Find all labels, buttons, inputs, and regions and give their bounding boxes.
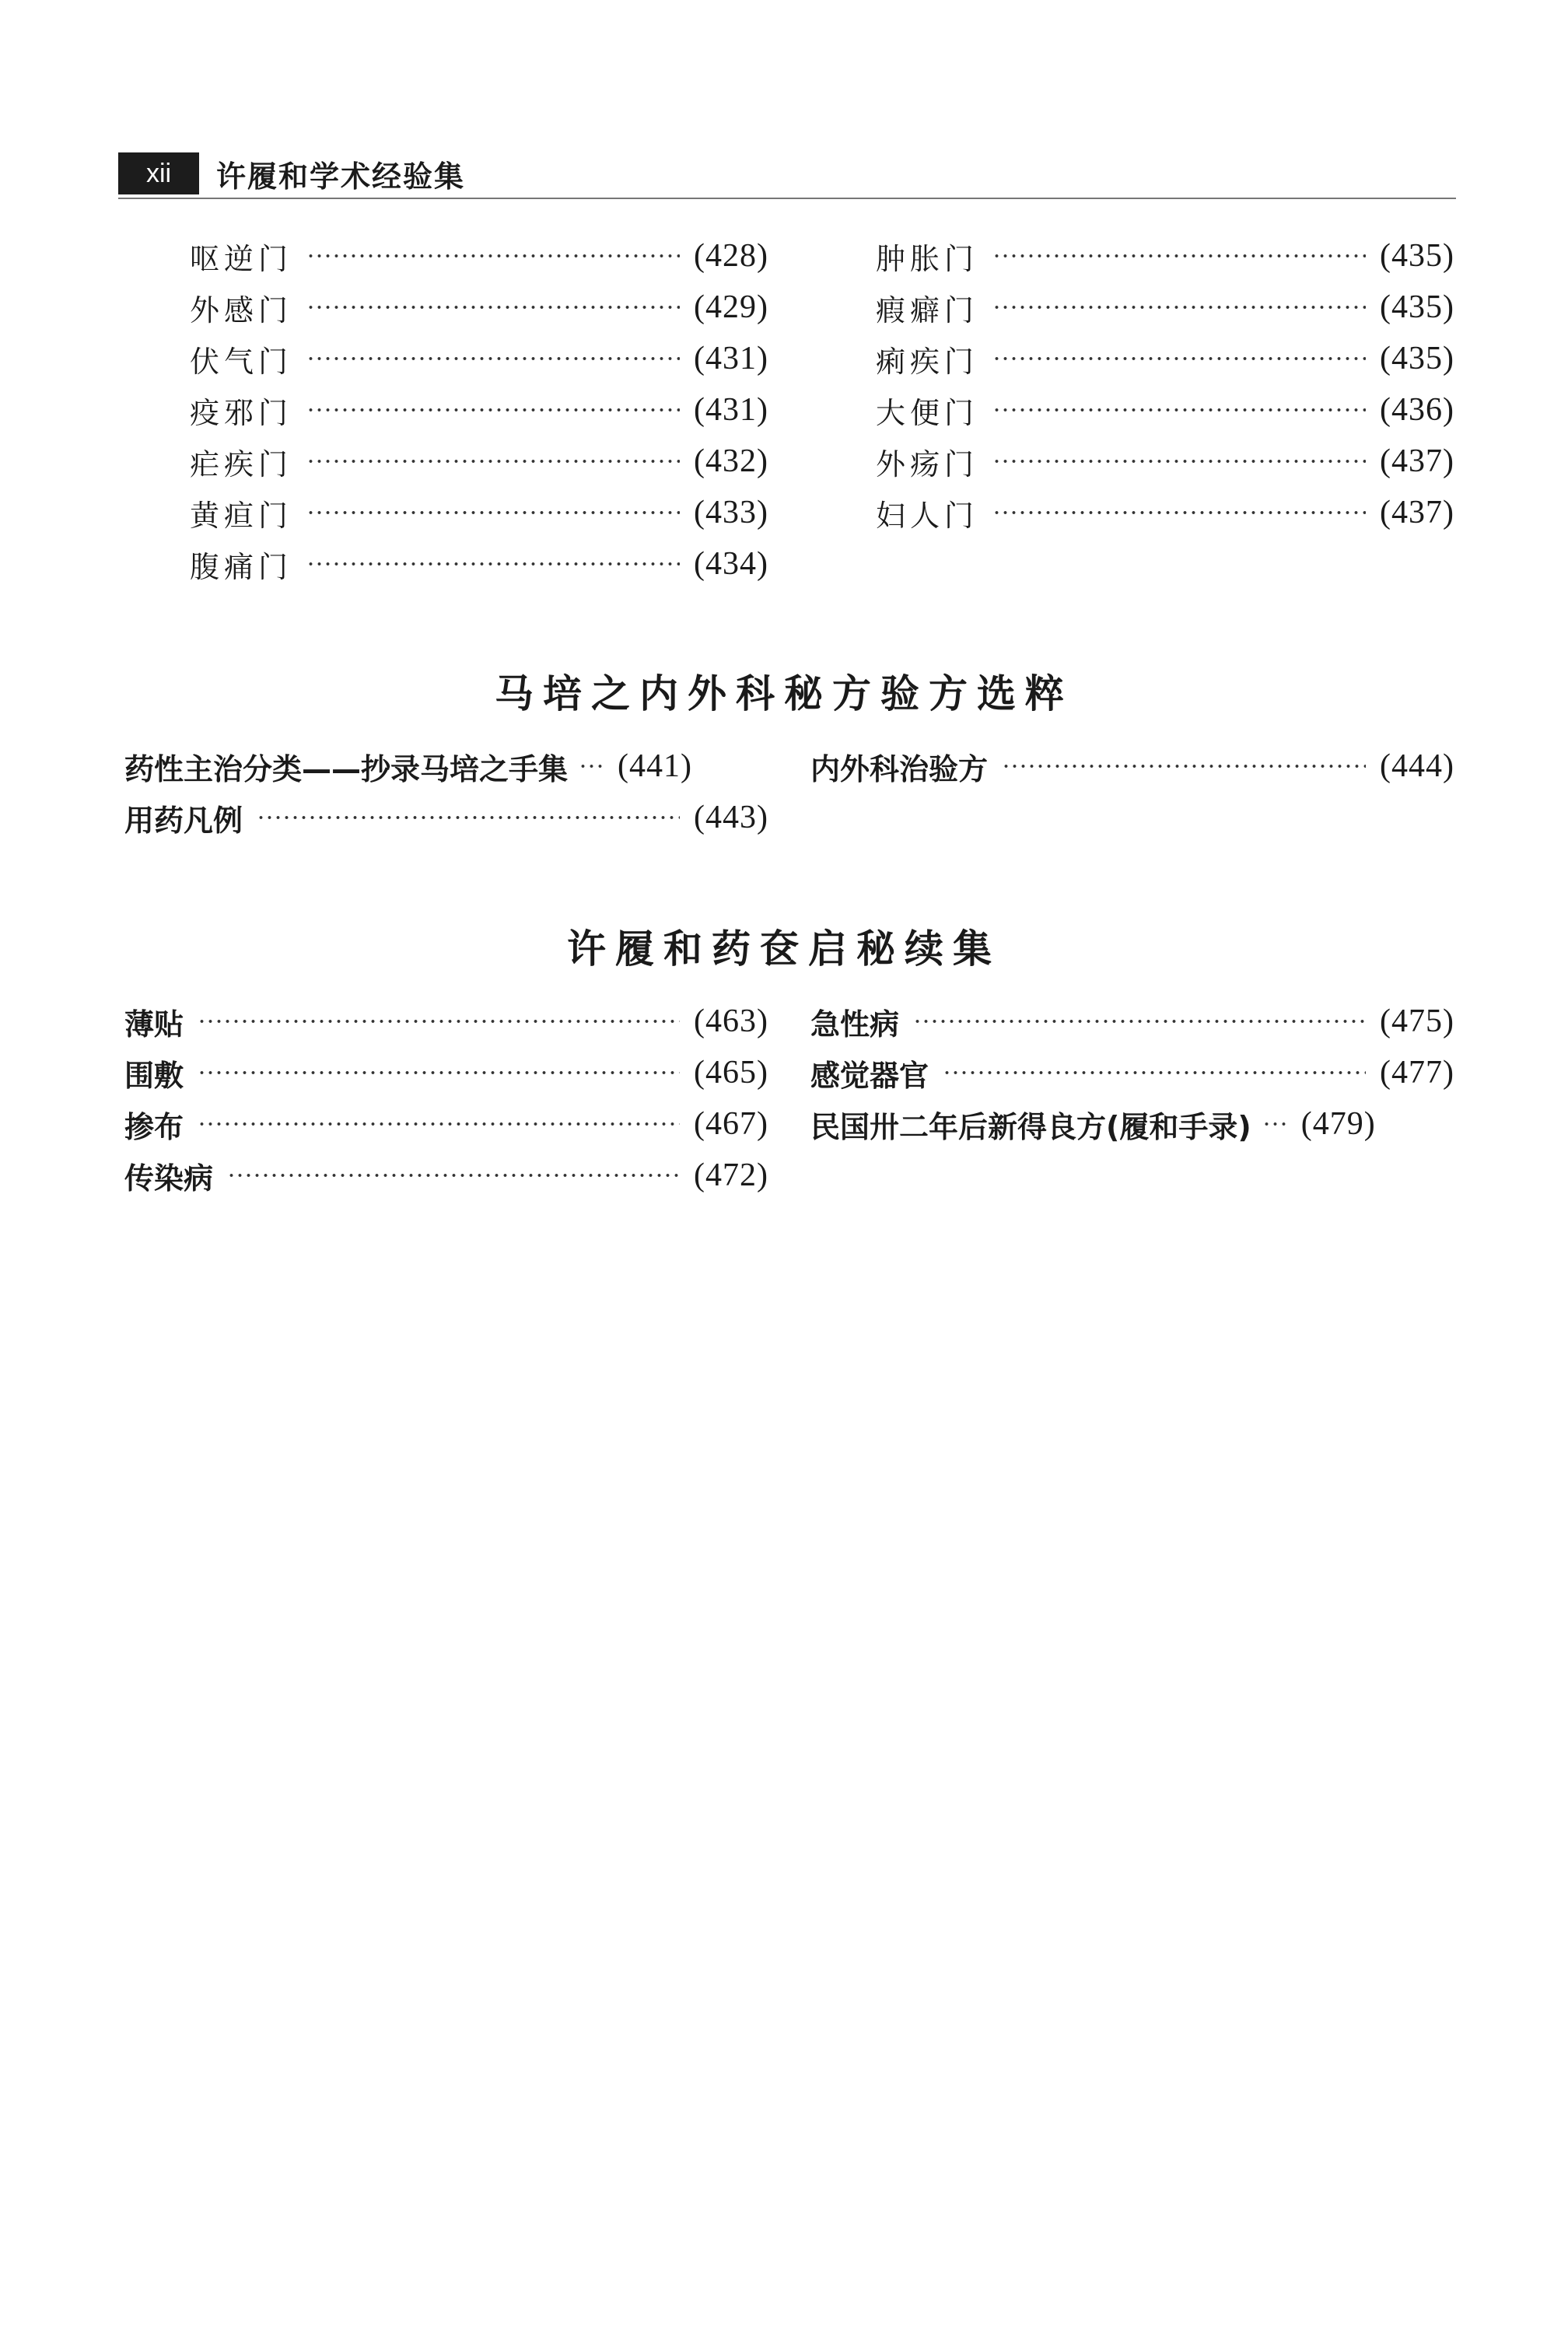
page-ref: (472) <box>694 1157 768 1193</box>
toc-entry[interactable]: 瘕癖门 (435) <box>876 289 1454 327</box>
dot-leader <box>992 405 1366 415</box>
dot-leader <box>306 559 680 569</box>
running-header <box>118 152 465 194</box>
page-number: xii <box>118 152 199 194</box>
page-ref: (467) <box>694 1106 768 1142</box>
toc-entry[interactable]: 内外科治验方 (444) <box>810 748 1454 786</box>
page-ref: (428) <box>694 238 768 274</box>
toc-section-3-right <box>810 996 1454 1150</box>
page-ref: (444) <box>1380 748 1454 784</box>
toc-entry[interactable]: 围敷 (465) <box>124 1055 768 1093</box>
page-ref: (435) <box>1380 238 1454 274</box>
page-ref: (437) <box>1380 443 1454 479</box>
page-ref: (434) <box>694 546 768 582</box>
dot-leader <box>992 354 1366 363</box>
toc-entry[interactable]: 伏气门 (431) <box>190 341 768 379</box>
dot-leader <box>198 1017 680 1026</box>
dot-leader <box>306 251 680 261</box>
toc-section-2-right <box>810 741 1454 792</box>
toc-entry[interactable]: 肿胀门 (435) <box>876 238 1454 276</box>
dot-leader <box>306 354 680 363</box>
dot-leader <box>198 1068 680 1077</box>
dot-leader <box>198 1119 680 1129</box>
toc-entry[interactable]: 掺布 (467) <box>124 1106 768 1144</box>
toc-entry[interactable]: 传染病 (472) <box>124 1157 768 1196</box>
toc-entry[interactable]: 急性病 (475) <box>810 1003 1454 1042</box>
dot-leader <box>306 303 680 312</box>
page-ref: (479) <box>1300 1106 1376 1142</box>
page-ref: (443) <box>694 800 768 835</box>
section-heading: 许履和药奁启秘续集 <box>567 926 1001 972</box>
page-ref: (431) <box>694 341 768 376</box>
dot-leader <box>992 251 1366 261</box>
page-ref: (477) <box>1380 1055 1454 1091</box>
dot-leader <box>1262 1119 1290 1129</box>
page-ref: (431) <box>694 392 768 428</box>
toc-entry[interactable]: 痢疾门 (435) <box>876 341 1454 379</box>
dot-leader <box>227 1171 680 1180</box>
dot-leader <box>1002 762 1366 771</box>
header-rule <box>118 198 1456 199</box>
toc-entry[interactable]: 用药凡例 (443) <box>124 800 768 838</box>
page-ref: (441) <box>618 748 692 784</box>
page-ref: (463) <box>694 1003 768 1039</box>
page-ref: (429) <box>694 289 768 325</box>
dot-leader <box>913 1017 1366 1026</box>
page-ref: (437) <box>1380 495 1454 530</box>
toc-entry[interactable]: 呕逆门 (428) <box>190 238 768 276</box>
page-ref: (475) <box>1380 1003 1454 1039</box>
dot-leader <box>992 508 1366 517</box>
dot-leader <box>257 813 680 822</box>
dot-leader <box>306 508 680 517</box>
dot-leader <box>306 457 680 466</box>
page-ref: (433) <box>694 495 768 530</box>
page-ref: (436) <box>1380 392 1454 428</box>
toc-entry[interactable]: 薄贴 (463) <box>124 1003 768 1042</box>
toc-section-2-left <box>124 741 768 843</box>
page-ref: (435) <box>1380 341 1454 376</box>
toc-entry[interactable]: 药性主治分类——抄录马培之手集 (441) <box>124 748 692 786</box>
toc-entry[interactable]: 民国卅二年后新得良方(履和手录) (479) <box>810 1106 1376 1144</box>
toc-section-1-left <box>190 230 768 590</box>
toc-entry[interactable]: 外疡门 (437) <box>876 443 1454 481</box>
dot-leader <box>579 762 607 771</box>
toc-entry[interactable]: 感觉器官 (477) <box>810 1055 1454 1093</box>
page-ref: (465) <box>694 1055 768 1091</box>
toc-entry[interactable]: 腹痛门 (434) <box>190 546 768 584</box>
toc-section-3-left <box>124 996 768 1201</box>
section-heading: 马培之内外科秘方验方选粹 <box>495 671 1073 716</box>
toc-entry[interactable]: 外感门 (429) <box>190 289 768 327</box>
toc-entry[interactable]: 疟疾门 (432) <box>190 443 768 481</box>
dot-leader <box>943 1068 1366 1077</box>
toc-entry[interactable]: 黄疸门 (433) <box>190 495 768 533</box>
page-ref: (432) <box>694 443 768 479</box>
toc-entry[interactable]: 妇人门 (437) <box>876 495 1454 533</box>
toc-section-1-right <box>876 230 1454 538</box>
page-ref: (435) <box>1380 289 1454 325</box>
dot-leader <box>306 405 680 415</box>
toc-entry[interactable]: 疫邪门 (431) <box>190 392 768 430</box>
dot-leader <box>992 303 1366 312</box>
dot-leader <box>992 457 1366 466</box>
book-title: 许履和学术经验集 <box>216 159 466 194</box>
toc-entry[interactable]: 大便门 (436) <box>876 392 1454 430</box>
